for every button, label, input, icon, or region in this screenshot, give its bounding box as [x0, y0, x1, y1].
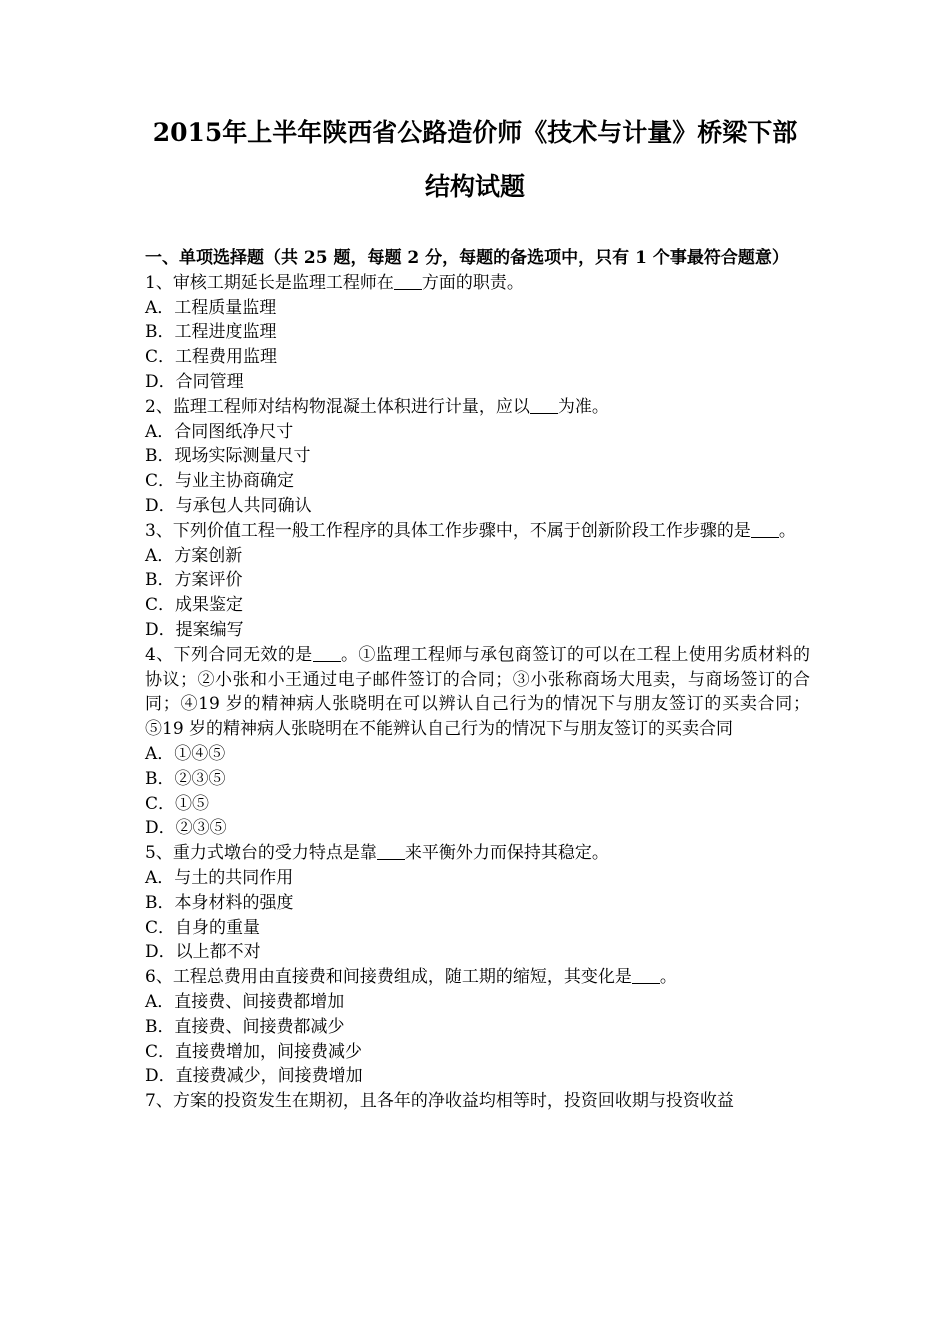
- question-1-option-d: D．合同管理: [145, 371, 244, 392]
- question-5-option-a: A．与土的共同作用: [145, 867, 294, 888]
- question-6-option-b: B．直接费、间接费都减少: [145, 1016, 345, 1037]
- document-body: [145, 246, 810, 1114]
- question-6-option-a: A．直接费、间接费都增加: [145, 991, 345, 1012]
- document-title-line-1: 2015年上半年陕西省公路造价师《技术与计量》桥梁下部: [152, 118, 798, 147]
- question-stem-text: 4、下列合同无效的是: [145, 644, 313, 665]
- question-6-option-c: C．直接费增加，间接费减少: [145, 1041, 363, 1062]
- question-stem-text: 3、下列价值工程一般工作程序的具体工作步骤中，不属于创新阶段工作步骤的是: [145, 520, 751, 541]
- question-6-stem: [145, 965, 810, 990]
- question-3-stem: [145, 519, 810, 544]
- document-title-line-2: 结构试题: [424, 172, 525, 201]
- question-2-option-b: B．现场实际测量尺寸: [145, 446, 311, 467]
- question-2-stem: [145, 395, 810, 420]
- question-2-option-a: A．合同图纸净尺寸: [145, 421, 294, 442]
- question-4-option-c: C．①⑤: [145, 793, 210, 814]
- question-1-option-a: A．工程质量监理: [145, 297, 277, 318]
- answer-blank: [751, 520, 779, 538]
- answer-blank: [377, 842, 405, 860]
- section-heading: 一、单项选择题（共 25 题，每题 2 分，每题的备选项中，只有 1 个事最符合题意）: [145, 248, 789, 268]
- question-3-option-c: C．成果鉴定: [145, 595, 244, 616]
- question-5-option-c: C．自身的重量: [145, 917, 261, 938]
- question-7-stem: 7、方案的投资发生在期初，且各年的净收益均相等时，投资回收期与投资收益: [145, 1091, 734, 1112]
- question-stem-text: 。①监理工程师与承包商签订的可以在工程上使用劣质材料的协议；②小张和小王通过电子邮件签订的合同；③小张称商场大甩卖，与商场签订的合同；④19 岁的精神病人张晓明在可以辨认自己行为的情况下与朋友签订的买卖合同；⑤19 岁的精神病人张晓明在不能辨认自己行为的情况下与朋友签订的买卖合同: [145, 644, 810, 740]
- question-4-option-d: D．②③⑤: [145, 818, 227, 839]
- question-stem-text: 方面的职责。: [421, 272, 524, 293]
- question-1-option-b: B．工程进度监理: [145, 322, 277, 343]
- question-1-stem: [145, 271, 810, 296]
- question-5-option-d: D．以上都不对: [145, 942, 261, 963]
- question-3-option-a: A．方案创新: [145, 545, 243, 566]
- question-3-option-d: D．提案编写: [145, 619, 244, 640]
- question-stem-text: 1、审核工期延长是监理工程师在: [145, 272, 394, 293]
- question-3-option-b: B．方案评价: [145, 570, 243, 591]
- question-stem-text: 。: [659, 967, 677, 988]
- answer-blank: [530, 396, 558, 414]
- question-6-option-d: D．直接费减少，间接费增加: [145, 1066, 363, 1087]
- question-stem-text: 5、重力式墩台的受力特点是靠: [145, 843, 377, 864]
- question-4-option-b: B．②③⑤: [145, 768, 226, 789]
- question-stem-text: 2、监理工程师对结构物混凝土体积进行计量，应以: [145, 396, 530, 417]
- question-1-option-c: C．工程费用监理: [145, 347, 278, 368]
- answer-blank: [632, 966, 660, 984]
- question-2-option-c: C．与业主协商确定: [145, 471, 295, 492]
- question-stem-text: 来平衡外力而保持其稳定。: [404, 843, 609, 864]
- question-2-option-d: D．与承包人共同确认: [145, 495, 312, 516]
- question-stem-text: 6、工程总费用由直接费和间接费组成，随工期的缩短，其变化是: [145, 967, 632, 988]
- question-stem-text: 为准。: [557, 396, 609, 417]
- question-stem-text: 。: [778, 520, 796, 541]
- question-5-stem: [145, 841, 810, 866]
- question-4-option-a: A．①④⑤: [145, 743, 226, 764]
- answer-blank: [394, 272, 422, 290]
- answer-blank: [313, 644, 341, 662]
- question-5-option-b: B．本身材料的强度: [145, 892, 294, 913]
- question-4-stem: [145, 643, 810, 742]
